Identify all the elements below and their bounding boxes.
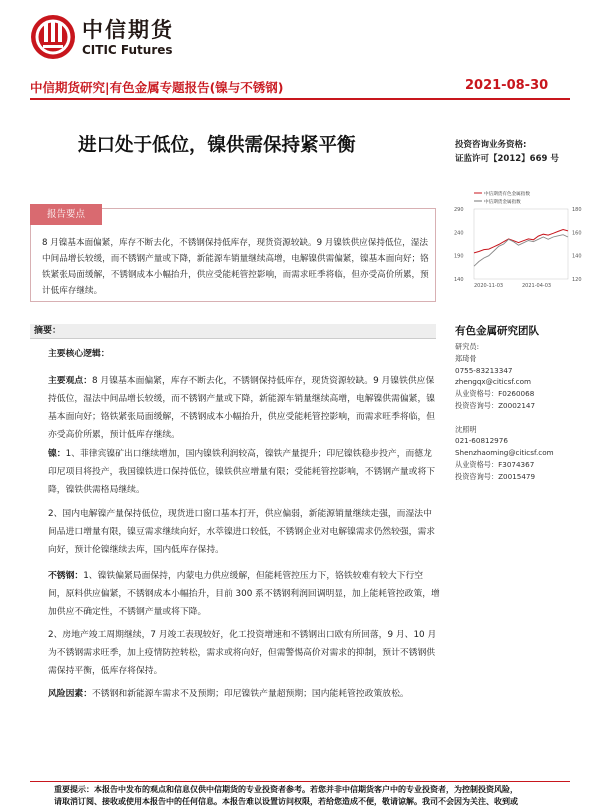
report-date: 2021-08-30 xyxy=(465,78,549,93)
abstract-label: 摘要： xyxy=(30,324,436,339)
stainless-section xyxy=(48,567,440,621)
legend-label-1: 中信期货有色金属指数 xyxy=(484,192,530,197)
series-line-metal xyxy=(474,235,568,267)
team-label: 研究员: xyxy=(455,342,479,351)
contact-line: zhengqx@citicsf.com xyxy=(455,377,531,387)
contact-block xyxy=(455,341,554,483)
header-divider xyxy=(30,98,570,100)
nickel-section-2: 2、国内电解镍产量保持低位，现货进口窗口基本打开，供应偏弱，新能源销量继续走强，而湿法中间品进口增量有限，镍豆需求继续向好，水萃镍进口较低，不锈钢企业对电解镍需求仍然较强，需求向好，预计伦镍继续去库，国内低库存保持。 xyxy=(48,509,436,555)
series-line-nonferrous xyxy=(474,230,568,253)
x-tick-label: 2020-11-03 xyxy=(474,283,504,289)
brand-logo xyxy=(30,14,174,60)
disclaimer xyxy=(54,784,574,808)
summary-tab: 报告要点 xyxy=(30,204,102,225)
nickel-label: 镍： xyxy=(48,449,66,459)
certification xyxy=(455,138,559,166)
y-tick-left: 140 xyxy=(454,277,464,283)
disclaimer-line-1: 重要提示：本报告中发布的观点和信息仅供中信期货的专业投资者参考。若您并非中信期货客户中的专业投资者，为控制投资风险， xyxy=(54,785,518,794)
nickel-text: 1、菲律宾镍矿出口继续增加，国内镍铁利润较高，镍铁产量提升；印尼镍铁稳步投产，而德龙印尼项目将投产，我国镍铁进口保持低位，镍铁供应增量有限；受能耗管控影响，不锈钢产量或将下降，镍铁供需格局继续。 xyxy=(48,449,436,495)
y-tick-left: 290 xyxy=(454,207,464,213)
cert-line-1: 投资咨询业务资格: xyxy=(455,140,527,150)
stainless-text: 1、镍铁偏紧局面保持，内蒙电力供应缓解，但能耗管控压力下，铬铁较难有较大下行空间，原料供应偏紧，不锈钢成本小幅抬升，目前 300 系不锈钢利润回调明显，加上能耗管控政策，增加供应不确定性，不锈钢产量或将下降。 xyxy=(48,571,440,617)
contact-line: 从业资格号：F0260068 xyxy=(455,389,535,399)
contact-line: 从业资格号：F3074367 xyxy=(455,459,535,469)
contact-line: Shenzhaoming@citicsf.com xyxy=(455,448,554,458)
summary-text: 8 月镍基本面偏紧，库存不断去化，不锈钢保持低库存，现货资源较缺。9 月镍铁供应保持低位，湿法中间品增长较缓，而不锈钢产量或下降，新能源车销量继续高增，电解镍供需偏紧，镍基本面向好；铬铁紧张局面缓解，不锈钢成本小幅抬升，供应受能耗管控影响，而需求旺季将临，但亦受高价所累，预计低库存继续。 xyxy=(42,238,429,296)
contact-line xyxy=(455,412,554,424)
brand-name-cn: 中信期货 xyxy=(82,18,174,42)
y-tick-right: 160 xyxy=(572,230,582,237)
x-tick-label: 2021-04-03 xyxy=(522,283,552,289)
risk-label: 风险因素： xyxy=(48,689,92,699)
risk-text: 不锈钢和新能源车需求不及预期；印尼镍铁产量超预期；国内能耗管控政策放松。 xyxy=(92,689,409,699)
stainless-section-2: 2、房地产竣工周期继续，7 月竣工表现较好，化工投资增速和不锈钢出口欧有所回落，9 月、10 月为不锈钢需求旺季，加上疫情防控转松，需求或将向好，但需警惕高价对需求的抑制，预计不锈钢供需保持平衡，低库存将保持。 xyxy=(48,630,437,676)
contact-line: 投资咨询号：Z0015479 xyxy=(455,471,536,481)
main-view xyxy=(48,372,440,444)
main-heading: 主要核心逻辑： xyxy=(48,349,110,359)
stainless-label: 不锈钢： xyxy=(48,571,84,581)
report-title: 进口处于低位，镍供需保持紧平衡 xyxy=(78,135,356,156)
nickel-section xyxy=(48,445,440,499)
main-view-text: 8 月镍基本面偏紧，库存不断去化，不锈钢保持低库存，现货资源较缺。9 月镍铁供应保持低位，湿法中间品增长较缓，而不锈钢产量或下降，新能源车销量继续高增，电解镍供需偏紧，镍基本面向好；铬铁紧张局面缓解，不锈钢成本小幅抬升，供应受能耗管控影响，而需求旺季将临，但亦受高价所累，预计低库存继续。 xyxy=(48,376,436,440)
risk-section xyxy=(48,685,440,703)
citic-logo-icon xyxy=(30,14,76,60)
contact-line: 0755-83213347 xyxy=(455,365,513,375)
y-tick-right: 180 xyxy=(572,207,582,213)
contact-line: 投资咨询号：Z0002147 xyxy=(455,400,536,410)
y-tick-left: 240 xyxy=(454,230,464,237)
main-view-label: 主要观点： xyxy=(48,376,92,386)
team-title: 有色金属研究团队 xyxy=(455,325,539,337)
y-tick-right: 140 xyxy=(572,253,582,260)
contact-line: 021-60812976 xyxy=(455,436,508,446)
contact-line: 沈照明 xyxy=(455,424,477,434)
index-chart xyxy=(452,185,592,293)
y-tick-right: 120 xyxy=(572,277,582,283)
brand-name-en: CITIC Futures xyxy=(82,43,173,57)
cert-line-2: 证监许可【2012】669 号 xyxy=(455,154,559,164)
report-series: 中信期货研究|有色金属专题报告(镍与不锈钢) xyxy=(30,80,284,95)
legend-label-2: 中信期货金属指数 xyxy=(484,200,521,205)
disclaimer-line-2: 请取消订阅、接收或使用本报告中的任何信息。本报告难以设置访问权限，若给您造成不便，敬请谅解。我司不会因为关注、收到或 xyxy=(54,797,518,806)
contact-line: 郑琦骨 xyxy=(455,353,477,363)
y-tick-left: 190 xyxy=(454,253,464,260)
footer-divider xyxy=(30,781,570,782)
